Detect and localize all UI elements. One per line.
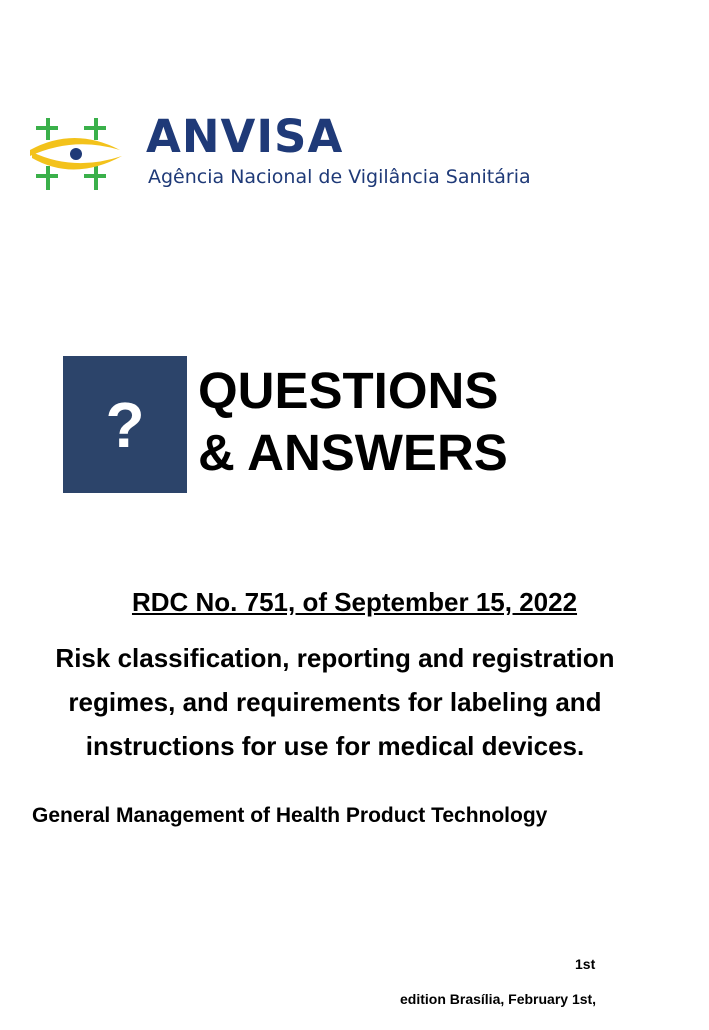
logo-wordmark: ANVISA [146, 110, 344, 163]
subject-heading [20, 636, 650, 768]
edition-label: 1st [575, 956, 596, 972]
anvisa-cross-eye-icon [28, 112, 124, 194]
edition-place-date: edition Brasília, February 1st, [400, 991, 597, 1007]
resolution-reference: RDC No. 751, of September 15, 2022 [131, 587, 578, 617]
subject-line-1: Risk classification, reporting and registration [55, 643, 615, 673]
logo-subtitle: Agência Nacional de Vigilância Sanitária [148, 166, 531, 188]
subject-line-2: regimes, and requirements for labeling and [68, 687, 602, 717]
department-name: General Management of Health Product Technology [32, 804, 548, 827]
anvisa-logo [28, 108, 568, 198]
title-line-2: & ANSWERS [198, 424, 508, 481]
question-mark-icon: ? [105, 388, 145, 461]
subject-line-3: instructions for use for medical devices. [85, 731, 585, 761]
question-mark-box [63, 356, 187, 493]
title-line-1: QUESTIONS [198, 362, 499, 419]
page-title [198, 360, 508, 484]
